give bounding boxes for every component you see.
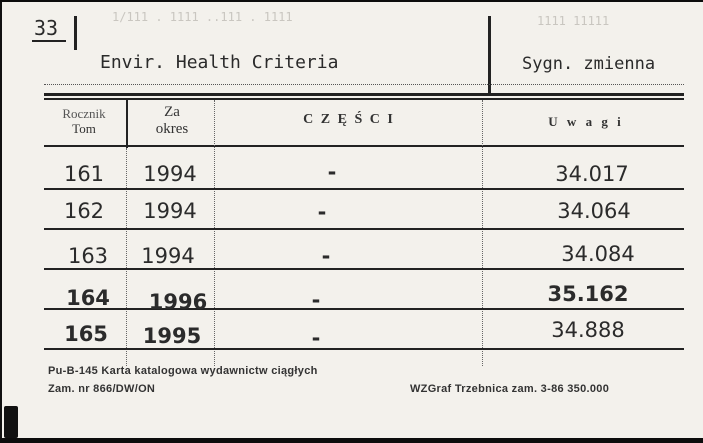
column-separator-1 — [126, 100, 128, 148]
row-3-tom: 163 — [67, 244, 109, 268]
header-divider — [488, 16, 491, 94]
row-4-tom: 164 — [66, 286, 110, 310]
signature-label: Sygn. zmienna — [522, 54, 656, 74]
row-2-czesci: - — [317, 200, 327, 224]
row-3-okres: 1994 — [141, 244, 195, 268]
row-5-czesci: - — [311, 326, 321, 350]
row-1-tom: 161 — [63, 162, 105, 186]
row-4-uwagi: 35.162 — [547, 282, 629, 306]
row-2-okres: 1994 — [143, 199, 197, 223]
row-1-uwagi: 34.017 — [555, 162, 629, 186]
bleed-through-text: 1111 11111 — [537, 14, 610, 28]
row-3-czesci: - — [321, 244, 331, 268]
column-header-okres-line1: Za — [164, 104, 180, 120]
scan-shadow-mark — [4, 406, 18, 438]
column-header-tom-line1: Rocznik — [62, 106, 106, 121]
row-2-tom: 162 — [63, 199, 105, 223]
column-header-tom-line2: Tom — [72, 121, 96, 136]
column-separator-2 — [214, 100, 215, 366]
header-dotted-line — [44, 84, 684, 85]
column-separator-3 — [482, 100, 483, 366]
column-header-tom — [44, 106, 124, 136]
row-1-okres: 1994 — [143, 162, 197, 186]
column-header-czesci: C Z Ę Ś C I — [303, 112, 395, 127]
column-header-rule — [44, 145, 684, 147]
footer-printer: WZGraf Trzebnica zam. 3-86 350.000 — [410, 383, 610, 395]
row-2-uwagi: 34.064 — [557, 199, 631, 223]
card-number-bar — [74, 16, 77, 50]
row-line-5 — [44, 348, 684, 350]
column-header-okres — [132, 104, 212, 138]
row-4-okres: 1996 — [148, 290, 208, 314]
bleed-through-text: 1/111 . 1111 ..111 . 1111 — [112, 10, 293, 24]
row-5-tom: 165 — [64, 322, 108, 346]
header-rule-thick — [44, 93, 684, 96]
row-4-czesci: - — [311, 288, 321, 312]
column-header-okres-line2: okres — [155, 121, 189, 137]
row-5-uwagi: 34.888 — [551, 318, 625, 342]
catalog-card — [0, 2, 703, 438]
card-number: 33 — [34, 16, 59, 40]
column-separator-1-dotted — [126, 148, 127, 366]
column-header-uwagi: U w a g i — [548, 114, 624, 129]
row-line-3 — [44, 268, 684, 270]
footer-order-number: Zam. nr 866/DW/ON — [48, 383, 156, 395]
row-1-czesci: - — [327, 160, 337, 184]
header-rule-thin — [44, 98, 684, 100]
row-line-2 — [44, 228, 684, 230]
row-5-okres: 1995 — [142, 324, 202, 348]
card-number-underline — [32, 40, 66, 42]
row-line-1 — [44, 188, 684, 190]
footer-form-name: Pu-B-145 Karta katalogowa wydawnictw ciągłych — [48, 365, 318, 377]
card-title: Envir. Health Criteria — [100, 52, 339, 73]
row-3-uwagi: 34.084 — [561, 242, 635, 266]
